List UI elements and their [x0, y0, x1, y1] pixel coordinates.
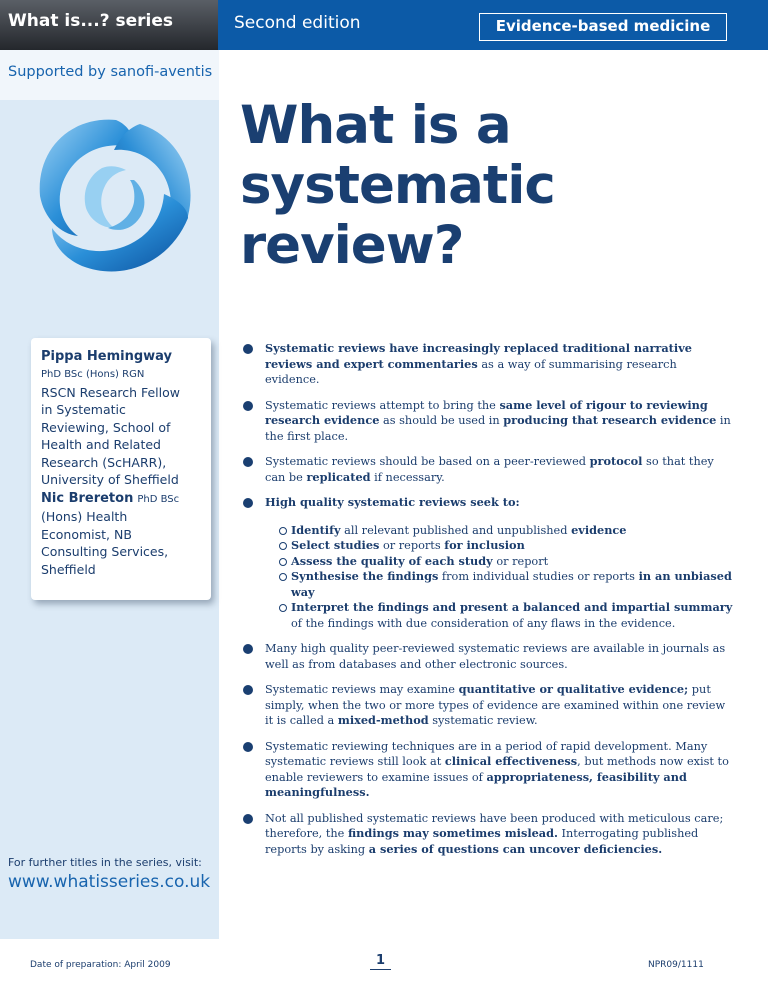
bullet-icon	[243, 457, 253, 467]
bold-text: Interpret the findings and present a balanced and impartial summary	[291, 600, 733, 614]
body-text: or report	[492, 554, 549, 568]
category-label: Evidence-based medicine	[495, 17, 711, 35]
author-affiliation: University of Sheffield	[41, 472, 179, 487]
bold-text: Synthesise the findings	[291, 569, 439, 583]
bold-text: evidence	[571, 522, 627, 537]
author-credentials: PhD BSc	[137, 493, 180, 505]
document-code: NPR09/1111	[648, 960, 704, 970]
bold-text: Assess the quality of each study	[291, 553, 493, 568]
body-text: Interrogating published reports by asking	[265, 827, 699, 856]
header-bar	[0, 0, 768, 50]
sub-list-item	[279, 538, 733, 554]
bullet-icon	[243, 401, 253, 411]
sub-list-item	[279, 554, 733, 570]
list-item	[243, 341, 733, 388]
title-line: review?	[240, 215, 464, 276]
title-line: systematic	[240, 155, 555, 216]
body-text: if necessary.	[370, 470, 445, 484]
category-badge	[479, 13, 727, 41]
list-item	[243, 398, 733, 445]
swirl-logo-icon	[30, 110, 200, 282]
body-text: Systematic reviews attempt to bring the	[265, 398, 500, 412]
page-title	[240, 96, 750, 276]
list-item	[243, 495, 733, 631]
list-item	[243, 682, 733, 729]
author-affiliation: RSCN Research Fellow	[41, 384, 180, 400]
author-affiliation: (Hons) Health	[41, 509, 128, 524]
author-affiliation: in Systematic	[41, 402, 126, 417]
further-titles-label: For further titles in the series, visit:	[8, 856, 202, 869]
body-text: Not all published systematic reviews have been produced with meticulous care; therefore, the	[265, 811, 724, 840]
bold-text: replicated	[306, 469, 371, 484]
list-item	[243, 454, 733, 485]
body-text: so that they can be	[265, 455, 714, 484]
page-number: 1	[370, 953, 391, 970]
author-name: Pippa Hemingway	[41, 349, 173, 364]
bold-text: in an unbiased way	[291, 569, 732, 599]
author-credentials: PhD BSc (Hons) RGN	[41, 369, 145, 380]
author-affiliation: Research (ScHARR),	[41, 454, 167, 470]
bold-text: High quality systematic reviews seek to:	[265, 495, 520, 509]
bold-text: clinical effectiveness	[444, 754, 578, 768]
ring-bullet-icon	[279, 527, 287, 535]
author-affiliation: Economist, NB	[41, 526, 132, 542]
bold-text: protocol	[589, 454, 643, 468]
body-text: or reports	[379, 539, 445, 552]
series-banner	[0, 0, 218, 50]
key-points-list	[243, 341, 733, 867]
body-text: , but methods now exist to enable reviewers to examine issues of	[265, 755, 729, 784]
body-text: of the findings with due consideration of any flaws in the evidence.	[291, 616, 676, 630]
ring-bullet-icon	[279, 542, 287, 550]
bold-text: quantitative or qualitative evidence;	[458, 682, 689, 696]
author-name: Nic Brereton	[41, 490, 134, 506]
bold-text: findings may sometimes mislead.	[347, 826, 558, 840]
bullet-icon	[243, 685, 253, 695]
sub-list-item	[279, 569, 733, 600]
bold-text: producing that research evidence	[503, 413, 717, 427]
author-affiliation: Health and Related	[41, 437, 161, 452]
body-text: Many high quality peer-reviewed systematic reviews are available in journals as well as from databases and other electronic sources.	[265, 642, 726, 671]
body-text: Systematic reviews should be based on a peer-reviewed	[265, 455, 590, 468]
bold-text: appropriateness, feasibility and meaningfulness.	[265, 769, 687, 799]
author-affiliation: Sheffield	[41, 561, 96, 577]
list-item	[243, 811, 733, 858]
body-text: put simply, when the two or more types of evidence are examined within one review it is called a	[265, 683, 726, 727]
bold-text: for inclusion	[444, 538, 525, 552]
bold-text: Systematic reviews have increasingly replaced traditional narrative reviews and expert commentaries	[265, 341, 692, 371]
series-label: What is...? series	[8, 11, 173, 31]
author-affiliation: Reviewing, School of	[41, 419, 171, 435]
preparation-date: Date of preparation: April 2009	[30, 960, 171, 970]
bold-text: same level of rigour to reviewing research evidence	[265, 397, 708, 427]
footer-divider	[0, 939, 768, 940]
author-affiliation: Consulting Services,	[41, 544, 169, 559]
body-text: all relevant published and unpublished	[340, 523, 572, 537]
bold-text: mixed-method	[337, 713, 429, 727]
title-line: What is a	[240, 95, 511, 156]
body-text: as should be used in	[379, 414, 504, 427]
ring-bullet-icon	[279, 573, 287, 581]
body-text: Systematic reviews may examine	[265, 683, 459, 696]
body-text: Systematic reviewing techniques are in a period of rapid development. Many systematic reviews still look at	[265, 739, 708, 768]
edition-label: Second edition	[234, 13, 361, 33]
body-text: as a way of summarising research evidence.	[265, 357, 677, 386]
sub-list-item	[279, 600, 733, 631]
body-text: systematic review.	[428, 714, 538, 727]
bullet-icon	[243, 814, 253, 824]
list-item	[243, 641, 733, 672]
list-item	[243, 739, 733, 801]
ring-bullet-icon	[279, 604, 287, 612]
bullet-icon	[243, 742, 253, 752]
bold-text: Select studies	[291, 538, 380, 552]
bullet-icon	[243, 344, 253, 354]
sub-list	[279, 523, 733, 632]
sub-list-item	[279, 523, 733, 539]
ring-bullet-icon	[279, 558, 287, 566]
bullet-icon	[243, 644, 253, 654]
sponsor-line: Supported by sanofi-aventis	[8, 64, 213, 80]
bullet-icon	[243, 498, 253, 508]
bold-text: a series of questions can uncover deficiencies.	[368, 841, 663, 856]
body-text: from individual studies or reports	[438, 570, 639, 583]
website-link[interactable]: www.whatisseries.co.uk	[8, 872, 211, 892]
author-box	[31, 338, 211, 600]
bold-text: Identify	[291, 522, 341, 537]
body-text: in the first place.	[265, 414, 731, 443]
